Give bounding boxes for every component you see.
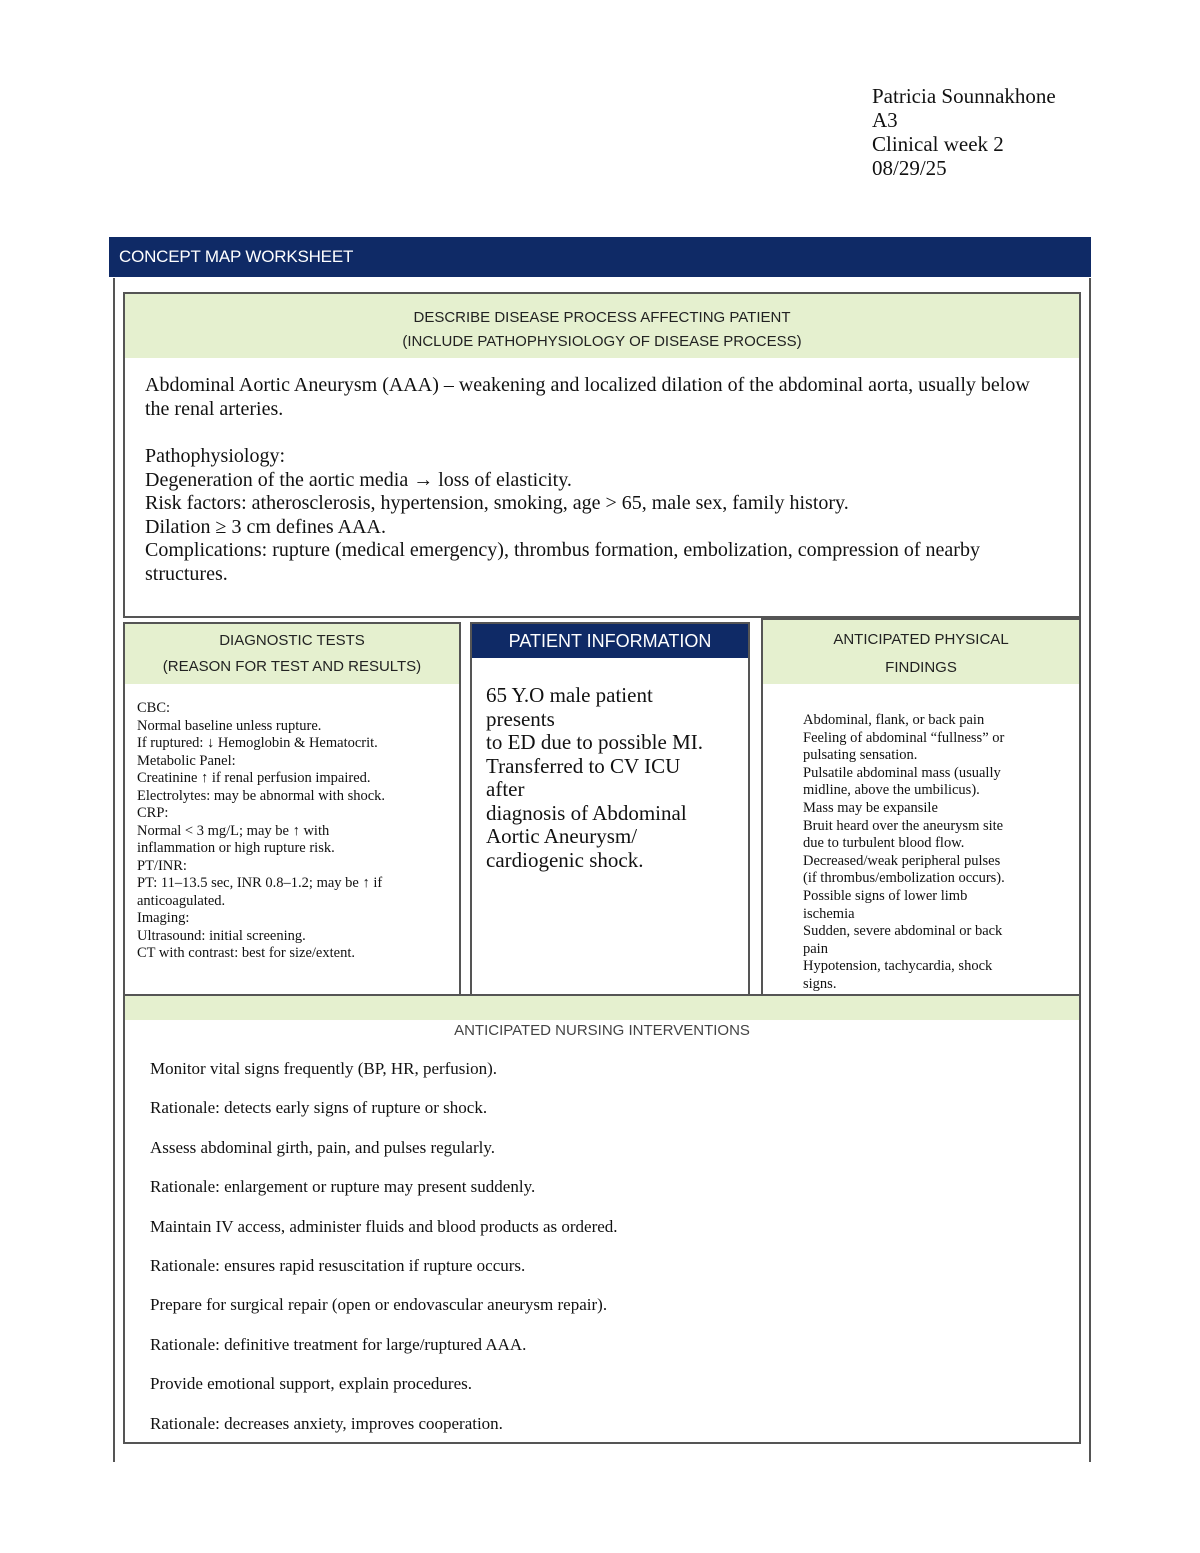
nursing-rationale-line: Rationale: ensures rapid resuscitation if rupture occurs. xyxy=(150,1255,526,1275)
diagnostic-line: CT with contrast: best for size/extent. xyxy=(137,945,355,961)
patient-info-line: after xyxy=(486,777,525,801)
physical-finding-line: pain xyxy=(803,940,828,957)
disease-heading-line1: DESCRIBE DISEASE PROCESS AFFECTING PATIENT xyxy=(413,309,791,326)
diagnostic-line: inflammation or high rupture risk. xyxy=(137,840,335,856)
patient-info-line: cardiogenic shock. xyxy=(486,847,644,872)
diagnostic-line: CBC: xyxy=(137,700,171,716)
physical-finding-line: Pulsatile abdominal mass (usually xyxy=(803,764,1001,781)
disease-process-content xyxy=(125,358,1079,586)
diagnostic-line: Normal < 3 mg/L; may be ↑ with xyxy=(137,822,330,839)
physical-finding-line: Sudden, severe abdominal or back xyxy=(803,923,1003,940)
pathophysiology-line: Complications: rupture (medical emergency), thrombus formation, embolization, compression of nearby structures. xyxy=(145,539,980,585)
diagnostic-line: PT: 11–13.5 sec, INR 0.8–1.2; may be ↑ if xyxy=(137,875,383,891)
diagnostic-line: Electrolytes: may be abnormal with shock. xyxy=(137,787,386,804)
nursing-interventions-list xyxy=(125,1044,1079,1443)
pathophysiology-line: Risk factors: atherosclerosis, hypertension, smoking, age > 65, male sex, family history. xyxy=(145,492,849,514)
diagnostic-line: Normal baseline unless rupture. xyxy=(137,717,322,734)
student-header xyxy=(872,84,1056,180)
disease-heading-line2: (INCLUDE PATHOPHYSIOLOGY OF DISEASE PROCESS) xyxy=(402,333,802,350)
physical-findings-section xyxy=(761,618,1081,994)
physical-finding-line: Abdominal, flank, or back pain xyxy=(803,712,985,728)
nursing-rationale-line: Rationale: definitive treatment for large/ruptured AAA. xyxy=(150,1334,527,1354)
physical-findings-heading xyxy=(763,620,1079,684)
physical-heading-line1: ANTICIPATED PHYSICAL xyxy=(833,631,1009,648)
disease-definition: Abdominal Aortic Aneurysm (AAA) – weakening and localized dilation of the abdominal aorta, usually below the renal arteries. xyxy=(145,374,1030,420)
patient-info-line: presents xyxy=(486,706,555,731)
nursing-intervention-line: Monitor vital signs frequently (BP, HR, perfusion). xyxy=(150,1059,498,1078)
patient-info-line: diagnosis of Abdominal xyxy=(486,800,687,825)
diagnostic-line: Creatinine ↑ if renal perfusion impaired. xyxy=(137,770,371,786)
worksheet-title-banner: CONCEPT MAP WORKSHEET xyxy=(109,237,1091,277)
clinical-week: Clinical week 2 xyxy=(872,132,1004,156)
student-group: A3 xyxy=(872,108,898,132)
physical-finding-line: Decreased/weak peripheral pulses xyxy=(803,852,1001,869)
patient-info-line: Aortic Aneurysm/ xyxy=(486,824,638,848)
diagnostic-tests-section xyxy=(123,622,461,994)
diagnostic-line: CRP: xyxy=(137,805,169,821)
diagnostic-line: Ultrasound: initial screening. xyxy=(137,927,306,944)
physical-heading-line2: FINDINGS xyxy=(885,659,957,676)
pathophysiology-label: Pathophysiology: xyxy=(145,445,286,467)
disease-process-heading xyxy=(125,294,1079,358)
nursing-intervention-line: Prepare for surgical repair (open or endovascular aneurysm repair). xyxy=(150,1295,608,1315)
patient-information-content xyxy=(472,658,748,872)
patient-info-line: Transferred to CV ICU xyxy=(486,753,681,778)
diagnostic-line: anticoagulated. xyxy=(137,892,226,909)
nursing-intervention-line: Assess abdominal girth, pain, and pulses regularly. xyxy=(150,1137,495,1157)
physical-finding-line: (if thrombus/embolization occurs). xyxy=(803,870,1005,887)
diagnostic-tests-content xyxy=(125,684,459,963)
physical-finding-line: ischemia xyxy=(803,905,855,922)
physical-finding-line: Hypotension, tachycardia, shock xyxy=(803,958,993,975)
diagnostic-line: Imaging: xyxy=(137,910,190,926)
disease-process-section xyxy=(123,292,1081,618)
physical-finding-line: midline, above the umbilicus). xyxy=(803,782,980,799)
diagnostic-line: Metabolic Panel: xyxy=(137,752,236,769)
pathophysiology-line: Degeneration of the aortic media → loss of elasticity. xyxy=(145,468,572,491)
nursing-rationale-line: Rationale: detects early signs of rupture or shock. xyxy=(150,1098,488,1118)
diagnostic-heading-line2: (REASON FOR TEST AND RESULTS) xyxy=(162,658,422,675)
patient-info-line: to ED due to possible MI. xyxy=(486,730,703,754)
physical-findings-content xyxy=(763,684,1079,994)
nursing-rationale-line: Rationale: enlargement or rupture may present suddenly. xyxy=(150,1177,536,1197)
nursing-heading-strip xyxy=(125,996,1079,1020)
diagnostic-line: If ruptured: ↓ Hemoglobin & Hematocrit. xyxy=(137,735,378,751)
physical-finding-line: Mass may be expansile xyxy=(803,799,938,816)
diagnostic-tests-heading xyxy=(125,624,459,684)
diagnostic-line: PT/INR: xyxy=(137,857,187,874)
student-name: Patricia Sounnakhone xyxy=(872,84,1056,108)
patient-info-line: 65 Y.O male patient xyxy=(486,683,653,707)
physical-finding-line: Feeling of abdominal “fullness” or xyxy=(803,729,1005,746)
nursing-intervention-line: Maintain IV access, administer fluids and blood products as ordered. xyxy=(150,1216,618,1236)
patient-information-heading: PATIENT INFORMATION xyxy=(472,624,748,658)
physical-finding-line: signs. xyxy=(803,975,837,992)
pathophysiology-line: Dilation ≥ 3 cm defines AAA. xyxy=(145,515,386,538)
diagnostic-heading-line1: DIAGNOSTIC TESTS xyxy=(219,632,365,649)
nursing-intervention-line: Provide emotional support, explain procedures. xyxy=(150,1374,472,1394)
patient-information-section xyxy=(470,622,750,994)
physical-finding-line: Possible signs of lower limb xyxy=(803,887,968,904)
submission-date: 08/29/25 xyxy=(872,156,947,180)
nursing-interventions-section xyxy=(123,994,1081,1444)
physical-finding-line: due to turbulent blood flow. xyxy=(803,835,965,852)
nursing-rationale-line: Rationale: decreases anxiety, improves cooperation. xyxy=(150,1413,503,1433)
physical-finding-line: pulsating sensation. xyxy=(803,747,918,764)
physical-finding-line: Bruit heard over the aneurysm site xyxy=(803,817,1004,834)
nursing-interventions-heading: ANTICIPATED NURSING INTERVENTIONS xyxy=(454,1022,750,1039)
